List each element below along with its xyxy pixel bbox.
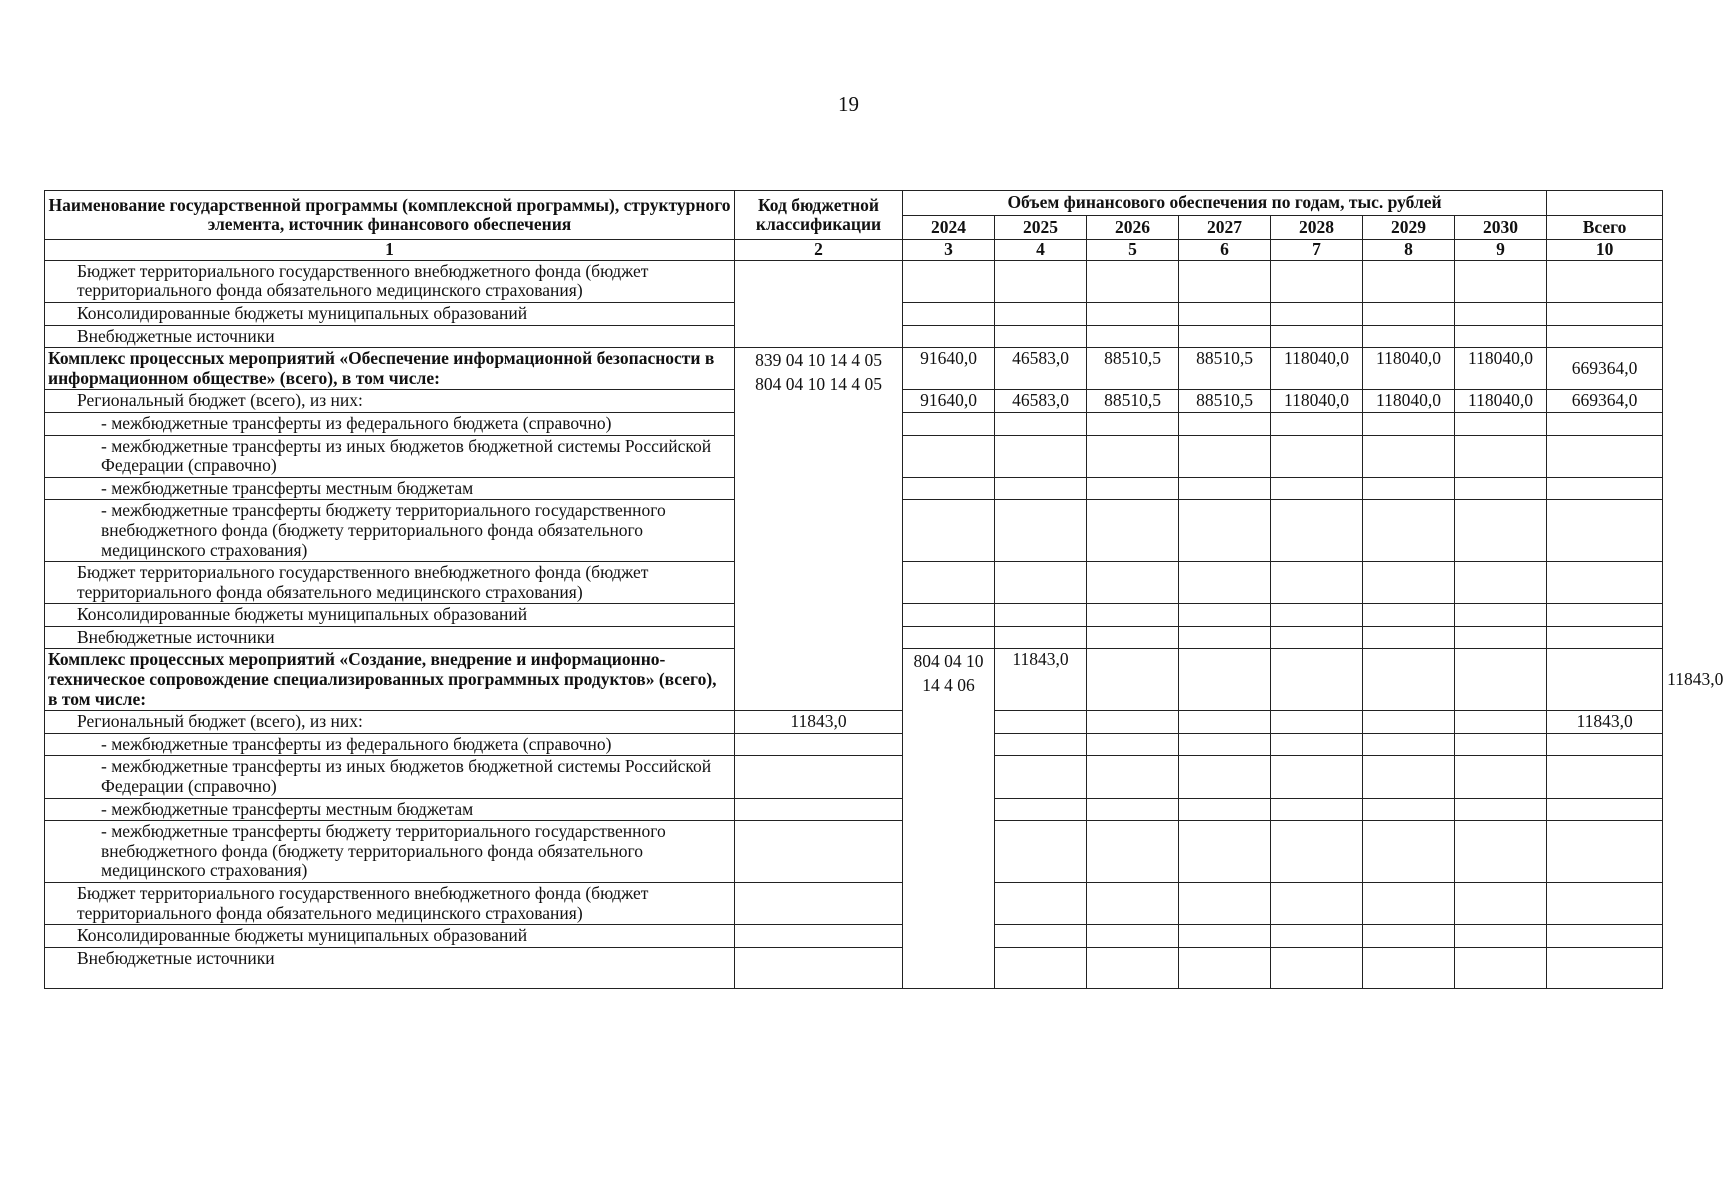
column-number: 8 — [1363, 240, 1455, 261]
column-number: 7 — [1271, 240, 1363, 261]
column-number: 5 — [1087, 240, 1179, 261]
value-cell — [1271, 711, 1363, 734]
row-label: Бюджет территориального государственного внебюджетного фонда (бюджет территориального фонда обязательного медицинского страхования) — [45, 260, 735, 302]
row-label: Бюджет территориального государственного внебюджетного фонда (бюджет территориального фонда обязательного медицинского страхования) — [45, 562, 735, 604]
total-cell: 669364,0 — [1547, 390, 1663, 413]
row-label: Консолидированные бюджеты муниципальных образований — [45, 925, 735, 948]
row-label: - межбюджетные трансферты из иных бюджетов бюджетной системы Российской Федерации (справочно) — [45, 756, 735, 798]
value-cell: 118040,0 — [1455, 348, 1547, 390]
value-cell — [1455, 711, 1547, 734]
complex-title: Комплекс процессных мероприятий «Обеспечение информационной безопасности в информационном обществе» (всего), в том числе: — [45, 348, 735, 390]
table-row — [45, 883, 1663, 925]
value-cell: 88510,5 — [1179, 348, 1271, 390]
total-cell: 11843,0 — [1547, 711, 1663, 734]
value-cell: 118040,0 — [1363, 348, 1455, 390]
value-cell: 11843,0 — [735, 711, 903, 734]
row-label: - межбюджетные трансферты местным бюджетам — [45, 798, 735, 821]
value-cell — [1363, 649, 1455, 711]
row-label: - межбюджетные трансферты местным бюджетам — [45, 477, 735, 500]
header-year: 2028 — [1271, 215, 1363, 240]
column-number: 4 — [995, 240, 1087, 261]
row-label: Внебюджетные источники — [45, 947, 735, 988]
column-number: 6 — [1179, 240, 1271, 261]
column-number: 1 — [45, 240, 735, 261]
header-year: 2025 — [995, 215, 1087, 240]
row-label: - межбюджетные трансферты из иных бюджетов бюджетной системы Российской Федерации (справочно) — [45, 435, 735, 477]
table-row — [45, 925, 1663, 948]
row-label: Внебюджетные источники — [45, 325, 735, 348]
column-number: 9 — [1455, 240, 1547, 261]
value-cell: 88510,5 — [1179, 390, 1271, 413]
value-cell — [1455, 649, 1547, 711]
row-label: Внебюджетные источники — [45, 626, 735, 649]
value-cell: 118040,0 — [1271, 390, 1363, 413]
funding-table — [44, 190, 1723, 989]
header-total-blank — [1547, 191, 1663, 216]
value-cell — [1547, 649, 1663, 711]
table-row — [45, 260, 1663, 302]
table-row — [45, 821, 1663, 883]
table-row — [45, 733, 1663, 756]
row-label: - межбюджетные трансферты из федерального бюджета (справочно) — [45, 412, 735, 435]
header-year: 2029 — [1363, 215, 1455, 240]
page-number: 19 — [838, 92, 859, 116]
complex-title: Комплекс процессных мероприятий «Создание, внедрение и информационно-техническое сопровождение специализированных программных продуктов» (всего), в том числе: — [45, 649, 735, 711]
row-label: Консолидированные бюджеты муниципальных образований — [45, 302, 735, 325]
row-label: Бюджет территориального государственного внебюджетного фонда (бюджет территориального фонда обязательного медицинского страхования) — [45, 883, 735, 925]
value-cell: 46583,0 — [995, 390, 1087, 413]
value-cell — [1179, 649, 1271, 711]
row-label: Региональный бюджет (всего), из них: — [45, 711, 735, 734]
value-cell — [1363, 711, 1455, 734]
value-cell — [995, 711, 1087, 734]
value-cell: 46583,0 — [995, 348, 1087, 390]
column-number: 10 — [1547, 240, 1663, 261]
header-column-numbers — [45, 240, 1663, 261]
value-cell: 118040,0 — [1271, 348, 1363, 390]
value-cell: 11843,0 — [995, 649, 1087, 711]
budget-code: 804 04 10 14 4 06 — [913, 651, 984, 696]
value-cell: 118040,0 — [1455, 390, 1547, 413]
header-funding-group: Объем финансового обеспечения по годам, тыс. рублей — [903, 191, 1547, 216]
budget-code-cell — [735, 260, 903, 347]
header-year: 2027 — [1179, 215, 1271, 240]
header-total: Всего — [1547, 215, 1663, 240]
header-year: 2030 — [1455, 215, 1547, 240]
table-row — [45, 947, 1663, 988]
value-cell — [1087, 649, 1179, 711]
table-row — [45, 756, 1663, 798]
budget-code-cell — [903, 649, 995, 988]
header-year: 2024 — [903, 215, 995, 240]
value-cell: 91640,0 — [903, 348, 995, 390]
row-label: Региональный бюджет (всего), из них: — [45, 390, 735, 413]
column-number: 3 — [903, 240, 995, 261]
total-cell: 669364,0 — [1547, 348, 1663, 390]
budget-code: 839 04 10 14 4 05 — [755, 350, 882, 371]
row-label: Консолидированные бюджеты муниципальных образований — [45, 604, 735, 627]
header-row-1 — [45, 191, 1663, 216]
complex-row: Комплекс процессных мероприятий «Создание, внедрение и информационно-техническое сопровождение специализированных программных продуктов» (всего), в том числе: 804 04 10 14 4 06 11843,0 11843,0 — [45, 649, 1663, 711]
column-number: 2 — [735, 240, 903, 261]
header-year: 2026 — [1087, 215, 1179, 240]
value-cell — [1087, 711, 1179, 734]
header-code-column: Код бюджетной классификации — [735, 191, 903, 240]
budget-code-cell — [735, 348, 903, 711]
row-label: - межбюджетные трансферты бюджету территориального государственного внебюджетного фонда (бюджету территориального фонда обязательного медицинского страхования) — [45, 821, 735, 883]
value-cell: 118040,0 — [1363, 390, 1455, 413]
complex-row — [45, 348, 1663, 390]
budget-code: 804 04 10 14 4 05 — [755, 373, 882, 394]
value-cell: 88510,5 — [1087, 390, 1179, 413]
row-label: - межбюджетные трансферты из федерального бюджета (справочно) — [45, 733, 735, 756]
value-cell — [1271, 649, 1363, 711]
header-name-column: Наименование государственной программы (комплексной программы), структурного элемента, источник финансового обеспечения — [45, 191, 735, 240]
table-row — [45, 711, 1663, 734]
row-label: - межбюджетные трансферты бюджету территориального государственного внебюджетного фонда (бюджету территориального фонда обязательного медицинского страхования) — [45, 500, 735, 562]
value-cell — [1179, 711, 1271, 734]
value-cell: 91640,0 — [903, 390, 995, 413]
value-cell: 88510,5 — [1087, 348, 1179, 390]
table-row — [45, 798, 1663, 821]
